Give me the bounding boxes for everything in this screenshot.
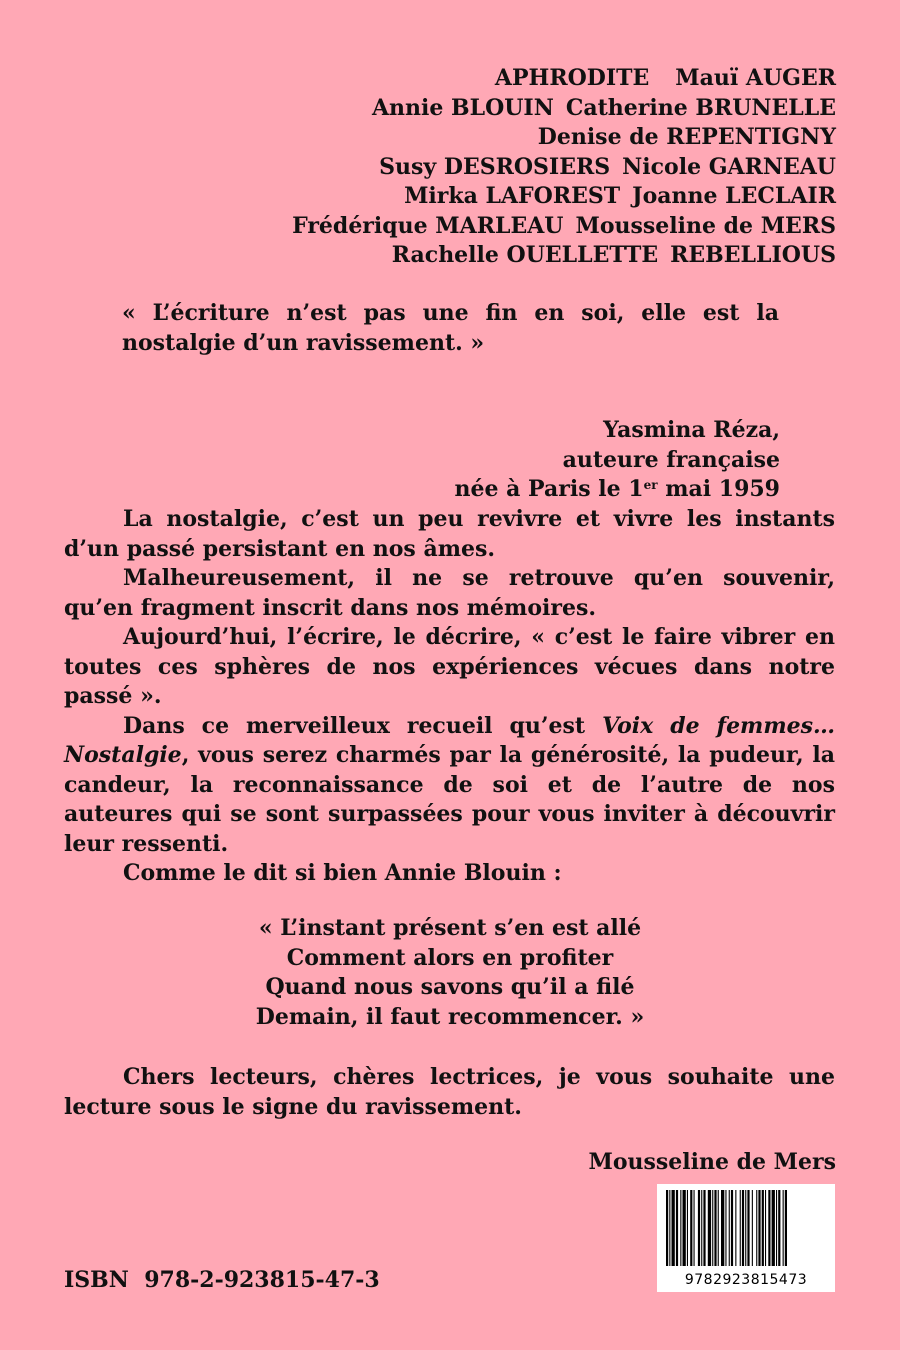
author-name: Rachelle OUELLETTE xyxy=(391,242,659,268)
poem xyxy=(150,914,750,1032)
barcode-number: 9782923815473 xyxy=(684,1272,808,1288)
author-line xyxy=(292,153,836,183)
barcode-bar xyxy=(669,1190,670,1266)
barcode-bar xyxy=(735,1190,736,1266)
barcode-bar xyxy=(772,1190,775,1266)
body-text xyxy=(64,505,835,889)
author-line xyxy=(292,182,836,212)
paragraph-text: Dans ce merveilleux recueil qu’est xyxy=(123,712,603,739)
paragraph: Aujourd’hui, l’écrire, le décrire, « c’est le faire vibrer en toutes ces sphères de nos expériences vécues dans notre passé ». xyxy=(64,624,835,709)
barcode-bar xyxy=(690,1190,692,1266)
attribution-birth xyxy=(454,475,780,505)
author-name: APHRODITE xyxy=(494,65,650,91)
author-name: Susy DESROSIERS xyxy=(379,153,611,180)
author-name: Nicole GARNEAU xyxy=(622,153,836,180)
barcode-bar xyxy=(672,1190,675,1266)
author-line xyxy=(292,123,836,153)
barcode-bars-icon xyxy=(665,1190,827,1266)
birth-prefix: née à Paris le 1 xyxy=(454,476,644,502)
barcode-bar xyxy=(783,1190,784,1266)
barcode-bar xyxy=(729,1190,730,1266)
author-name: REBELLIOUS xyxy=(670,242,836,268)
paragraph-text: , vous serez charmés par la générosité, la pudeur, la candeur, la reconnaissance de soi et de l’autre de nos auteures qui se sont surpassées pour vous inviter à découvrir leur ressenti. xyxy=(64,742,835,857)
author-name: Frédérique MARLEAU xyxy=(292,212,564,239)
signature: Mousseline de Mers xyxy=(588,1149,836,1175)
barcode-bar xyxy=(742,1190,744,1266)
barcode-bar xyxy=(698,1190,700,1266)
author-name: Mauï AUGER xyxy=(675,65,836,91)
barcode-bar xyxy=(683,1190,686,1266)
paragraph: Chers lecteurs, chères lectrices, je vous souhaite une lecture sous le signe du ravissement. xyxy=(64,1064,835,1120)
poem-line: Quand nous savons qu’il a filé xyxy=(265,974,635,1000)
author-name: Catherine BRUNELLE xyxy=(565,94,836,121)
epigraph-attribution xyxy=(454,416,780,505)
author-name: Annie BLOUIN xyxy=(371,94,554,121)
author-line xyxy=(292,64,836,94)
barcode-bar xyxy=(701,1190,702,1266)
closing-text xyxy=(64,1063,835,1122)
author-line xyxy=(292,241,836,271)
poem-line: Demain, il faut recommencer. » xyxy=(255,1003,645,1030)
barcode-bar xyxy=(762,1190,764,1266)
attribution-author: Yasmina Réza, xyxy=(603,417,780,443)
barcode-bar xyxy=(745,1190,746,1266)
author-line xyxy=(292,94,836,124)
poem-line: « L’instant présent s’en est allé xyxy=(258,915,642,941)
author-name: Mousseline de MERS xyxy=(575,212,836,239)
isbn-label: ISBN 978-2-923815-47-3 xyxy=(64,1267,380,1293)
barcode-bar xyxy=(725,1190,726,1266)
epigraph-quote: « L’écriture n’est pas une fin en soi, elle est la nostalgie d’un ravissement. » xyxy=(122,300,779,356)
paragraph xyxy=(64,712,835,860)
barcode-bar xyxy=(758,1190,760,1266)
barcode-bar xyxy=(712,1190,713,1266)
book-title: Voix de femmes… Nostalgie xyxy=(64,712,835,768)
barcode-bar xyxy=(731,1190,733,1266)
barcode-bar xyxy=(694,1190,695,1266)
barcode-bar xyxy=(718,1190,719,1266)
author-line xyxy=(292,212,836,242)
barcode-bar xyxy=(714,1190,716,1266)
author-name: Denise de REPENTIGNY xyxy=(537,124,836,150)
barcode-bar xyxy=(687,1190,688,1266)
barcode-bar xyxy=(768,1190,770,1266)
barcode-bar xyxy=(740,1190,741,1266)
barcode-bar xyxy=(752,1190,753,1266)
barcode-bar xyxy=(776,1190,777,1266)
barcode-bar xyxy=(765,1190,766,1266)
author-list xyxy=(292,64,836,271)
poem-line: Comment alors en profiter xyxy=(286,944,614,971)
paragraph: La nostalgie, c’est un peu revivre et vivre les instants d’un passé persistant en nos âmes. xyxy=(64,506,835,562)
paragraph: Malheureusement, il ne se retrouve qu’en souvenir, qu’en fragment inscrit dans nos mémoires. xyxy=(64,565,835,621)
author-name: Mirka LAFOREST xyxy=(404,183,621,209)
barcode-bar xyxy=(703,1190,705,1266)
barcode-bar xyxy=(666,1190,668,1266)
barcode-bar xyxy=(708,1190,711,1266)
barcode-bar xyxy=(778,1190,780,1266)
barcode-bar xyxy=(747,1190,749,1266)
attribution-role: auteure française xyxy=(562,446,780,473)
barcode-bar xyxy=(785,1190,787,1266)
birth-superscript: er xyxy=(643,478,658,492)
birth-suffix: mai 1959 xyxy=(657,476,780,502)
paragraph: Comme le dit si bien Annie Blouin : xyxy=(123,860,562,886)
barcode-bar xyxy=(676,1190,678,1266)
author-name: Joanne LECLAIR xyxy=(632,183,836,209)
barcode xyxy=(657,1184,835,1292)
barcode-bar xyxy=(680,1190,681,1266)
barcode-bar xyxy=(721,1190,724,1266)
barcode-bar xyxy=(756,1190,757,1266)
